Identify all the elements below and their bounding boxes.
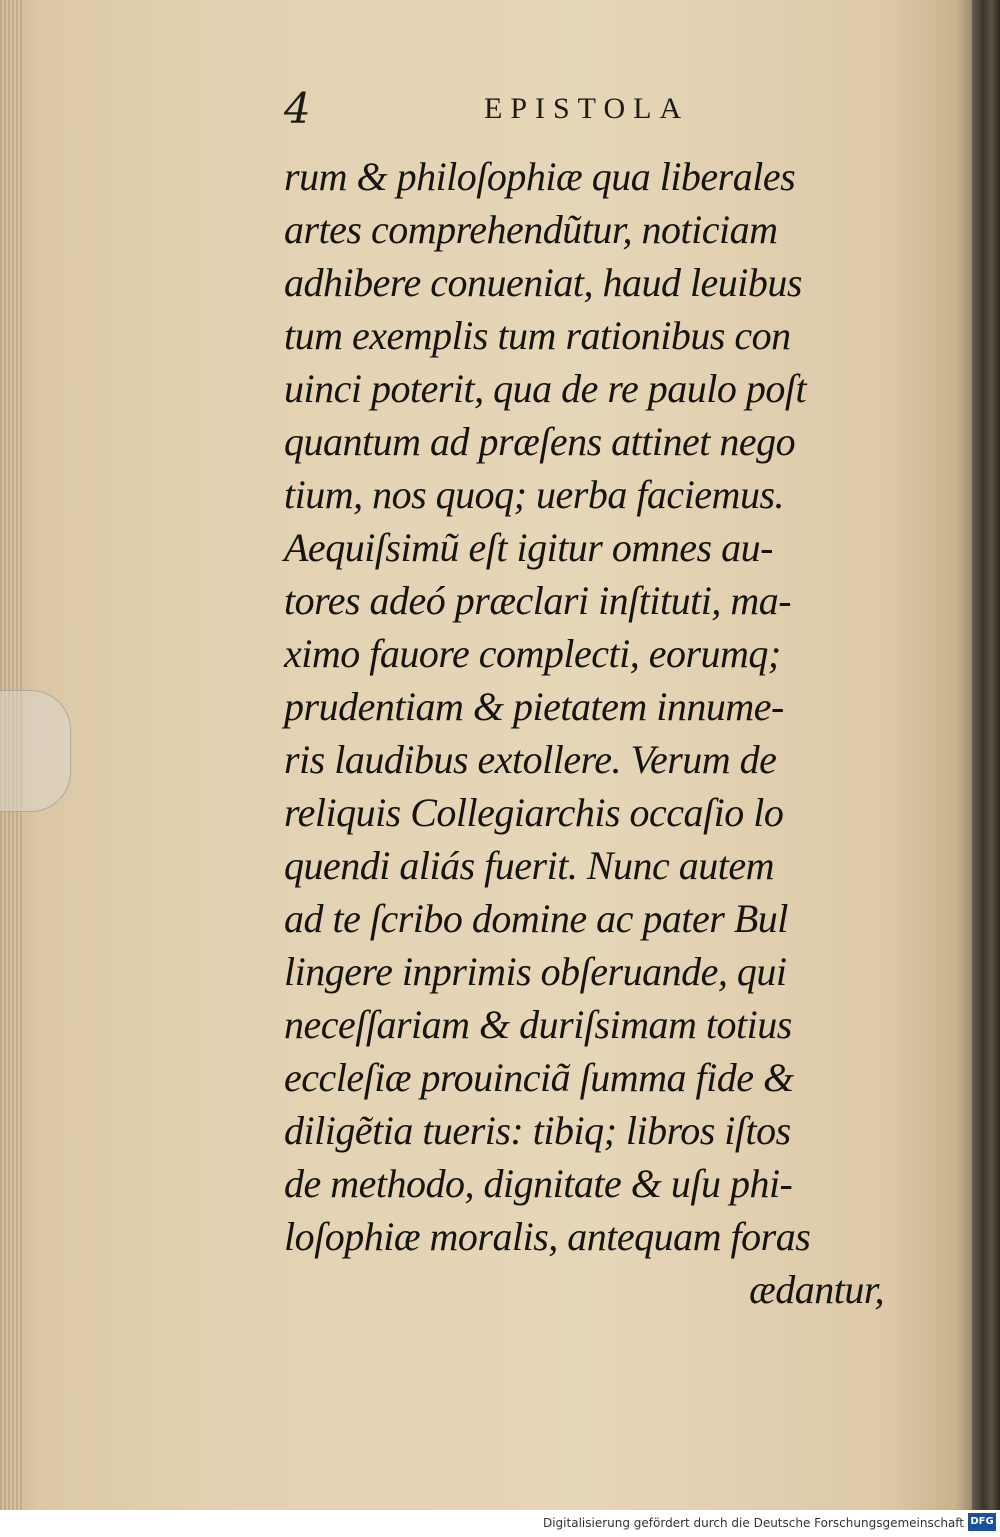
book-spine — [972, 0, 1000, 1510]
body-text — [284, 150, 904, 1316]
dfg-logo: DFG — [968, 1513, 996, 1531]
text-line: de methodo, dignitate & uſu phi- — [284, 1161, 793, 1206]
text-line: uinci poterit, qua de re paulo poſt — [284, 366, 807, 411]
text-line: lingere inprimis obſeruande, qui — [284, 949, 787, 994]
text-line: ximo fauore complecti, eorumq; — [284, 631, 781, 676]
catchword-line: ædantur, — [749, 1267, 884, 1312]
text-line: diligẽtia tueris: tibiq; libros iſtos — [284, 1108, 791, 1153]
text-line: reliquis Collegiarchis occaſio lo — [284, 790, 784, 835]
running-head: EPISTOLA — [484, 92, 690, 125]
text-line: quantum ad præſens attinet nego — [284, 419, 796, 464]
text-line: prudentiam & pietatem innume- — [284, 684, 784, 729]
text-line: adhibere conueniat, haud leuibus — [284, 260, 802, 305]
page-header — [284, 84, 884, 144]
text-line: tum exemplis tum rationibus con — [284, 313, 791, 358]
text-line: tores adeó præclari inſtituti, ma- — [284, 578, 792, 623]
page-clip — [0, 690, 71, 812]
text-line: ris laudibus extollere. Verum de — [284, 737, 777, 782]
text-line: tium, nos quoq; uerba faciemus. — [284, 472, 785, 517]
text-line: loſophiæ moralis, antequam foras — [284, 1214, 811, 1259]
footer-credit: Digitalisierung gefördert durch die Deutsche Forschungsgemeinschaft — [542, 1516, 964, 1530]
text-line: neceſſariam & duriſsimam totius — [284, 1002, 792, 1047]
page-number: 4 — [284, 84, 311, 133]
text-line: quendi aliás fuerit. Nunc autem — [284, 843, 775, 888]
text-line: Aequiſsimũ eſt igitur omnes au- — [284, 525, 773, 570]
text-line: eccleſiæ prouinciã ſumma fide & — [284, 1055, 794, 1100]
text-line: ad te ſcribo domine ac pater Bul — [284, 896, 788, 941]
text-line: artes comprehendũtur, noticiam — [284, 207, 778, 252]
text-line: rum & philoſophiæ qua liberales — [284, 154, 796, 199]
